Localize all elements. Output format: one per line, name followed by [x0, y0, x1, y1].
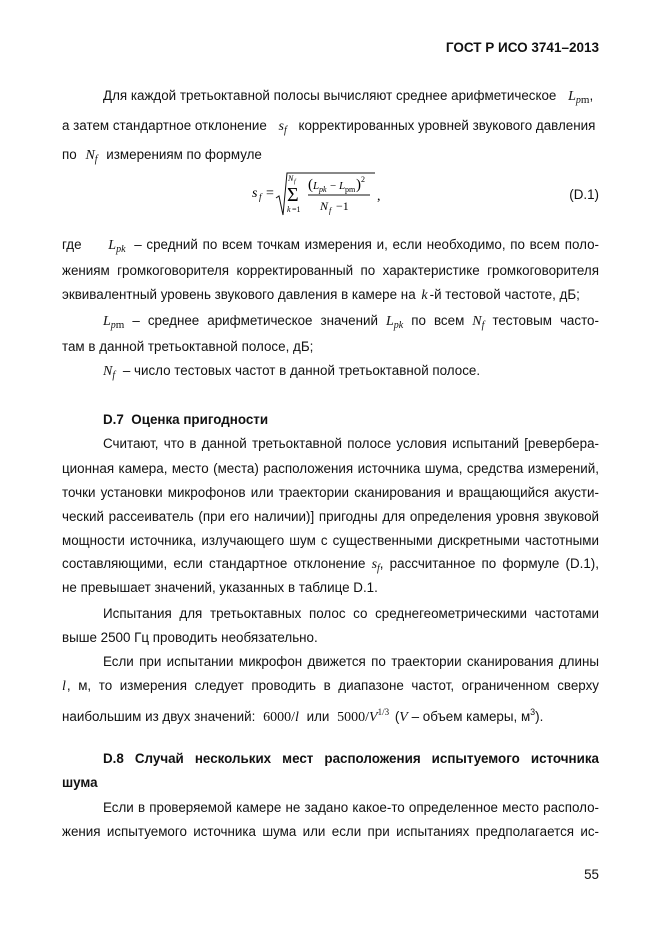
svg-text:−1: −1	[336, 199, 349, 213]
svg-text:−: −	[330, 180, 337, 192]
para-1-line-3: по $N_f$ измерениям по формуле	[62, 147, 262, 165]
svg-text:=: =	[266, 186, 274, 201]
svg-text:Σ: Σ	[287, 184, 299, 206]
formula-d1	[250, 170, 400, 220]
symbol-s-f: $s_f$	[278, 119, 287, 136]
d7-line-7: не превышает значений, указанных в таблице D.1.	[62, 580, 378, 595]
where-line-1: где $L_{pk}$ – средний по всем точкам измерения и, если необходимо, по всем поло-	[62, 237, 599, 255]
svg-text:,: ,	[377, 189, 381, 204]
symbol-N-f-3: $N_f$	[103, 364, 116, 381]
svg-text:L: L	[339, 180, 346, 192]
svg-text:s: s	[252, 186, 258, 201]
symbol-k: k	[421, 288, 428, 303]
para-1-line-2: а затем стандартное отклонение $s_f$ корректированных уровней звукового давления	[62, 118, 596, 136]
section-d7-heading: D.7 Оценка пригодности	[103, 412, 269, 427]
symbol-s-f-2: $s_f$	[371, 557, 380, 574]
svg-text:N: N	[320, 199, 329, 213]
svg-text:f: f	[329, 206, 332, 215]
symbol-L-pk: $L_{pk}$	[108, 238, 126, 255]
symbol-N-f: $N_f$	[85, 148, 98, 165]
svg-text:2: 2	[361, 175, 365, 184]
svg-text:pk: pk	[319, 185, 327, 194]
d7-line-5: мощности источника, излучающего шум с существенными дискретными частотными	[62, 533, 599, 548]
d7-p3-line-3: наибольшим из двух значений: 6000/l или $5000/V^{1/3}$ (V – объем камеры, $м^3$).	[62, 707, 544, 725]
section-d8-heading-line-2: шума	[62, 775, 98, 790]
d7-p3-line-1: Если при испытании микрофон движется по траектории сканирования длины	[103, 654, 599, 669]
symbol-N-f-2: $N_f$	[472, 314, 485, 331]
symbol-L-pm-2: $L_{pm}$	[103, 314, 125, 331]
symbol-V: V	[399, 710, 408, 725]
where-line-2: жениям громкоговорителя корректированный по характеристике громкоговорителя	[62, 263, 599, 278]
svg-text:k: k	[287, 205, 291, 214]
svg-text:pm: pm	[345, 185, 356, 194]
document-header: ГОСТ Р ИСО 3741–2013	[445, 40, 599, 55]
d8-line-1: Если в проверяемой камере не задано какое-то определенное место располо-	[103, 800, 599, 815]
where-line-4: $L_{pm}$ – среднее арифметическое значений $L_{pk}$ по всем $N_f$ тестовым часто-	[103, 313, 599, 331]
where-line-6: $N_f$ – число тестовых частот в данной третьоктавной полосе.	[103, 363, 481, 381]
svg-text:f: f	[294, 179, 296, 185]
symbol-L-pk-2: $L_{pk}$	[385, 314, 404, 331]
svg-text:): )	[356, 177, 361, 193]
page-number: 55	[584, 867, 599, 882]
where-line-3: эквивалентный уровень звукового давления в камере на k -й тестовой частоте, дБ;	[62, 287, 580, 303]
d7-line-4: ческий рассеиватель (при его наличии)] пригодны для определения уровня звуковой	[62, 509, 599, 524]
svg-text:(: (	[308, 177, 313, 193]
d7-p2-line-2: выше 2500 Гц проводить необязательно.	[62, 630, 318, 645]
formula-number: (D.1)	[569, 187, 599, 202]
formula-d1-graphic	[250, 170, 400, 220]
svg-text:N: N	[288, 174, 294, 183]
symbol-l: l	[62, 679, 66, 694]
d7-p3-line-2: l, м, то измерения следует проводить в диапазоне частот, ограниченном сверху	[62, 678, 599, 694]
d7-line-1: Считают, что в данной третьоктавной полосе условия испытаний [ревербера-	[103, 436, 599, 451]
formula-6000-over-l: 6000/l	[263, 710, 299, 725]
d7-line-2: ционная камера, место (места) расположения источника шума, средства измерений,	[62, 461, 599, 476]
d8-line-2: жения испытуемого источника шума или если при испытаниях предполагается ис-	[62, 824, 599, 839]
para-1-text-1: Для каждой третьоктавной полосы вычисляют среднее арифметическое	[103, 88, 557, 103]
formula-5000-over-v: $5000/V^{1/3}$	[337, 707, 390, 725]
symbol-L-pm: $L_{pm}$	[568, 89, 590, 106]
para-1-line-1: Для каждой третьоктавной полосы вычисляют среднее арифметическое $L_{pm}$,	[103, 88, 594, 106]
where-line-5: там в данной третьоктавной полосе, дБ;	[62, 339, 314, 354]
d7-line-3: точки установки микрофонов или траектории сканирования и вращающийся акусти-	[62, 485, 599, 500]
d7-line-6: составляющими, если стандартное отклонение $s_f$, рассчитанное по формуле (D.1),	[62, 556, 599, 574]
svg-text:L: L	[313, 180, 320, 192]
svg-text:=1: =1	[292, 205, 301, 214]
svg-text:f: f	[259, 192, 262, 202]
section-d8-heading: D.8 Случай нескольких мест расположения испытуемого источника	[103, 751, 599, 766]
d7-p2-line-1: Испытания для третьоктавных полос со среднегеометрическими частотами	[103, 606, 599, 621]
